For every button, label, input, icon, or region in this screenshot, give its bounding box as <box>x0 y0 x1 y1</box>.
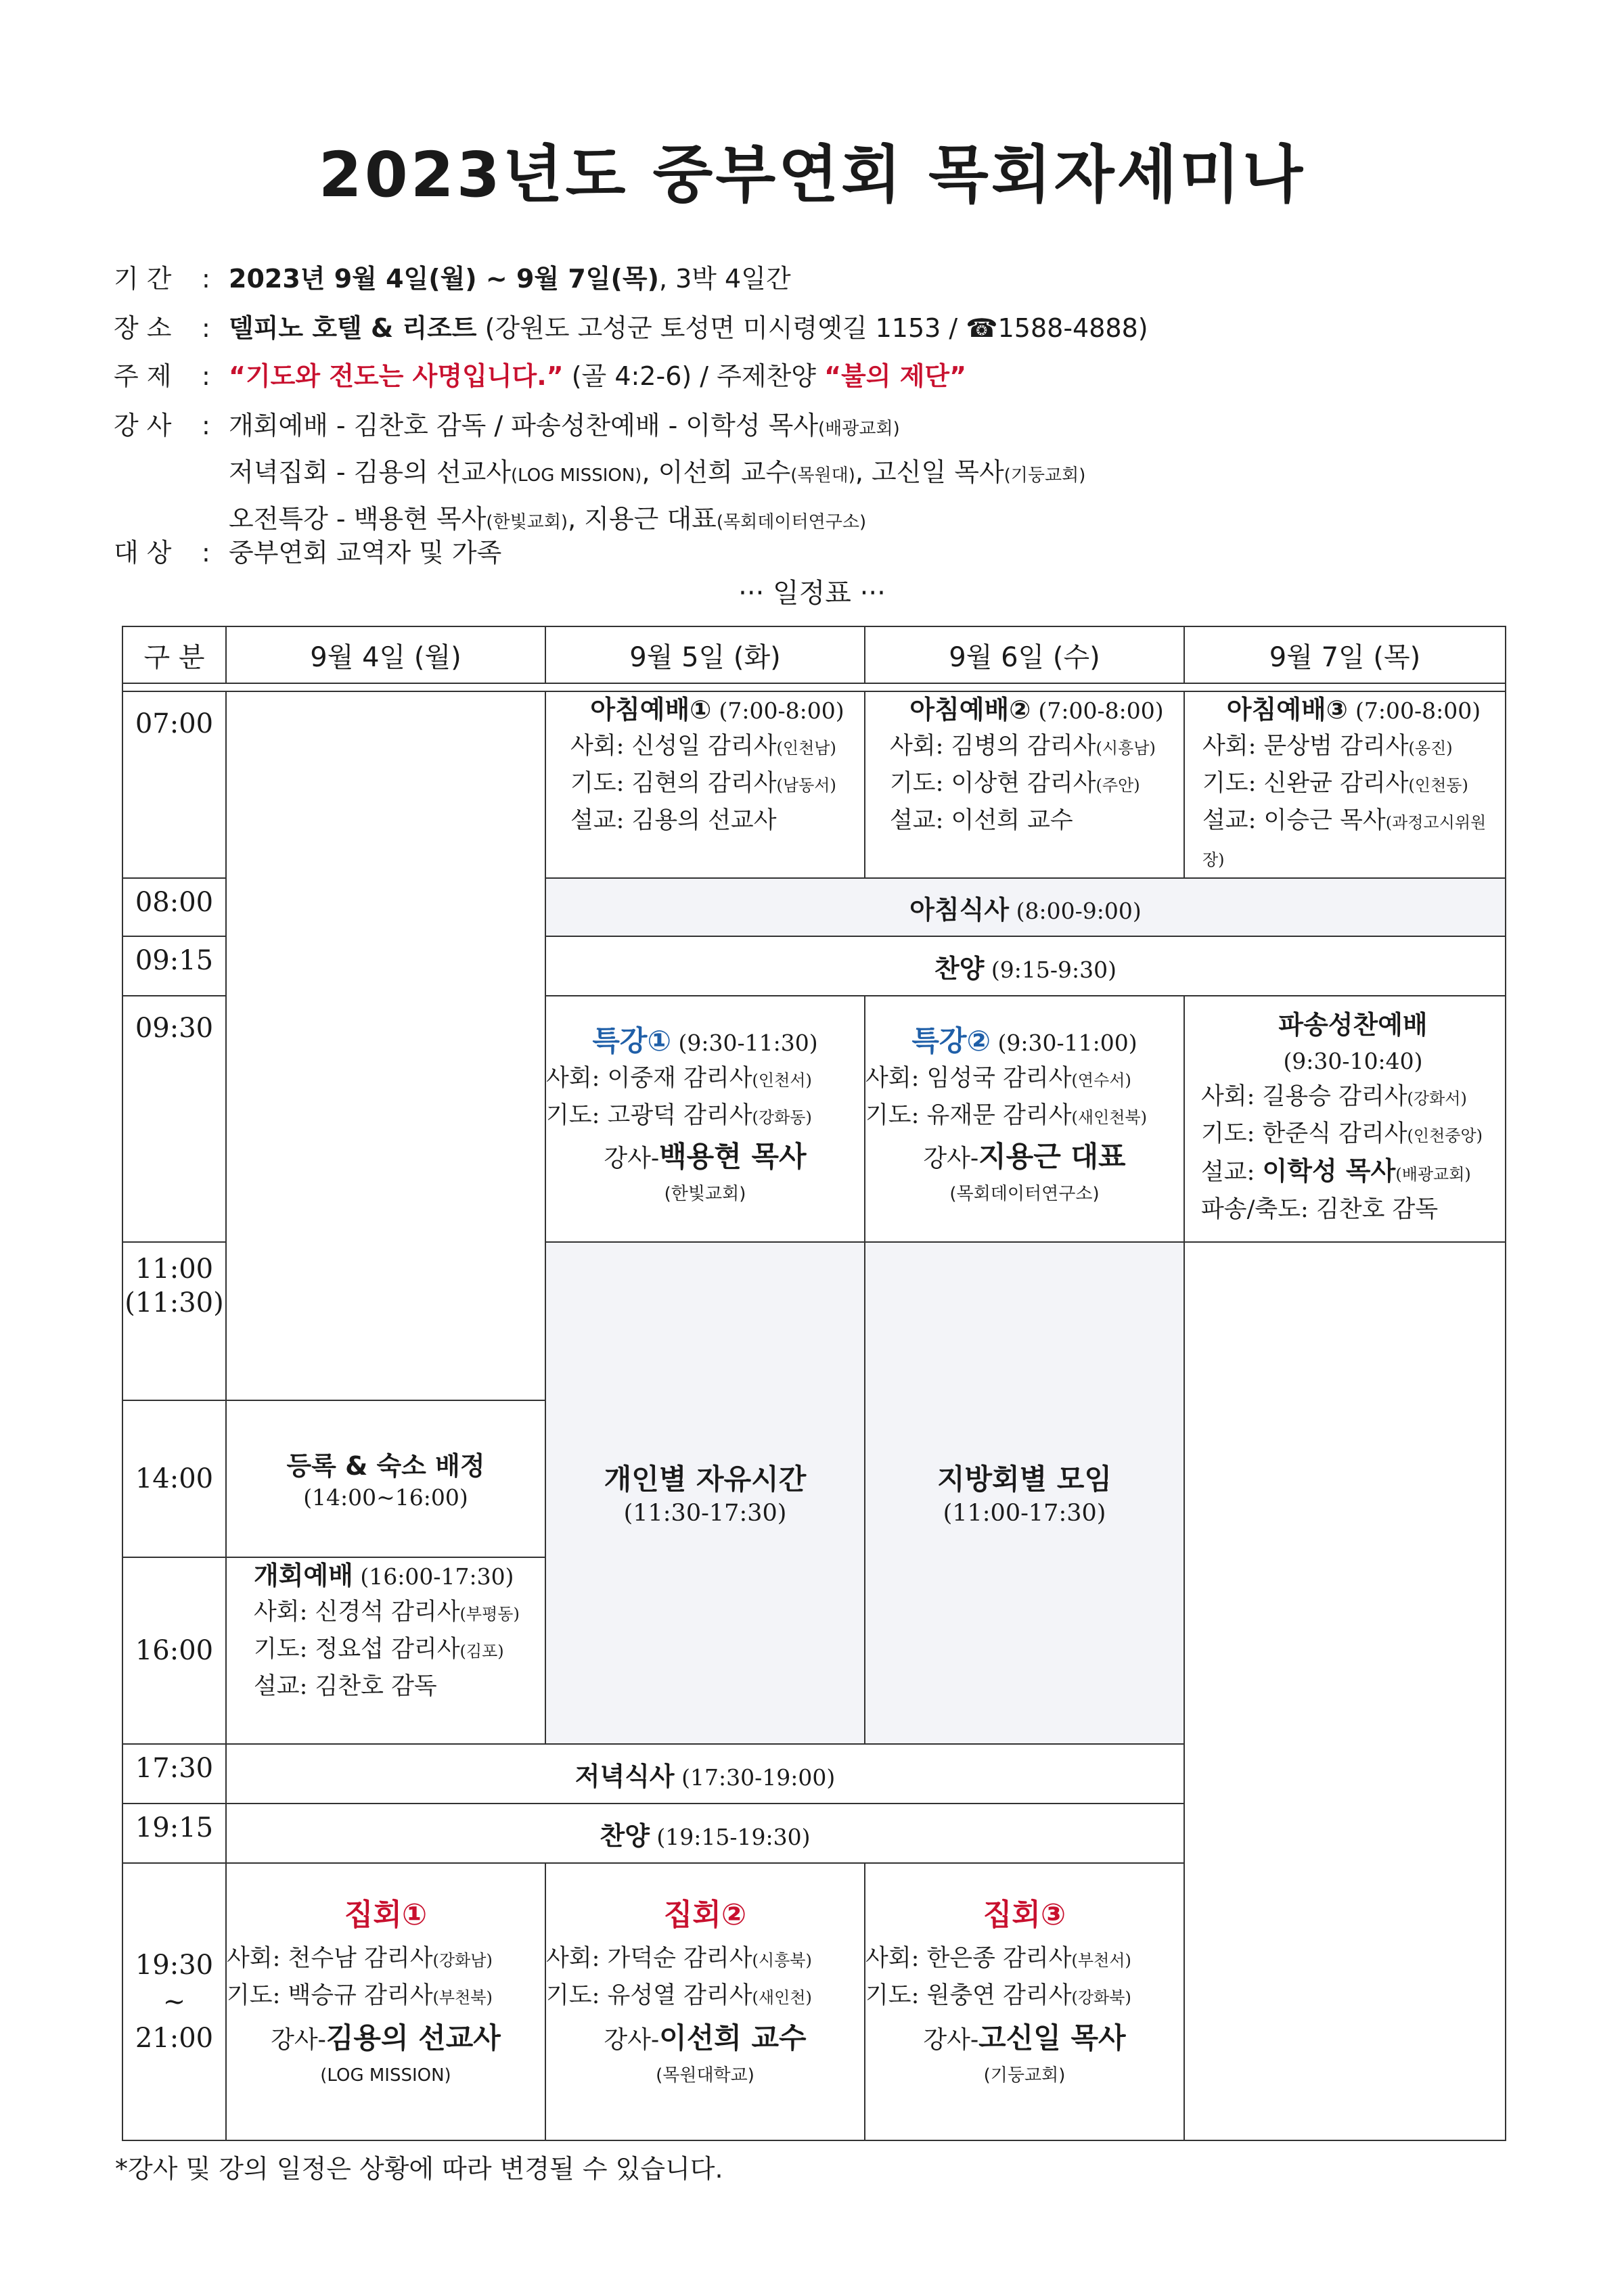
gap-cell <box>122 683 1506 691</box>
event-time: (8:00-9:00) <box>1009 897 1142 924</box>
host: 김병의 감리사 <box>951 733 1096 760</box>
host: 신경석 감리사 <box>315 1599 460 1626</box>
speakers-line1: 개회예배 - 김찬호 감독 / 파송성찬예배 - 이학성 목사 <box>229 411 819 440</box>
prayer-district: (새인천) <box>752 1988 812 2007</box>
morning-service-3 <box>1184 691 1506 878</box>
host-district: (시흥북) <box>752 1951 812 1970</box>
time-cell <box>122 1863 226 2140</box>
sermon: 이승근 목사 <box>1263 807 1386 834</box>
header-day1: 9월 4일 (월) <box>226 626 545 683</box>
time-text: 19:30 <box>135 1950 214 1981</box>
event-title: 아침식사 <box>909 894 1010 925</box>
host-district: (시흥남) <box>1096 739 1156 758</box>
speaker-name: 지용근 대표 <box>978 1140 1126 1173</box>
info-place <box>114 306 1148 350</box>
host-label: 사회: <box>227 1945 288 1972</box>
host-label: 사회: <box>865 1065 927 1092</box>
host-label: 사회: <box>865 1945 927 1972</box>
event-time: (9:15-9:30) <box>984 956 1117 983</box>
prayer-label: 기도: <box>570 770 632 797</box>
host: 문상범 감리사 <box>1263 733 1409 760</box>
prayer: 유성열 감리사 <box>607 1982 752 2009</box>
event-title: 찬양 <box>600 1820 650 1851</box>
header-day3: 9월 6일 (수) <box>865 626 1184 683</box>
speakers-line2c-org: (기둥교회) <box>1003 465 1086 486</box>
sermon: 김찬호 감독 <box>315 1673 437 1700</box>
speaker-label: 강사- <box>923 1145 979 1172</box>
time-text: 21:00 <box>135 2023 214 2054</box>
header-category: 구 분 <box>122 626 226 683</box>
prayer-label: 기도: <box>890 770 951 797</box>
speaker-org: (기둥교회) <box>983 2065 1066 2086</box>
breakfast-cell <box>545 878 1506 936</box>
colon: : <box>202 361 210 391</box>
place-value: 델피노 호텔 & 리조트 <box>229 313 477 343</box>
event-title: 집회① <box>344 1898 428 1932</box>
event-title: 아침예배③ <box>1226 695 1348 725</box>
event-title: 집회③ <box>983 1898 1066 1932</box>
host-district: (강화남) <box>432 1951 493 1970</box>
prayer-district: (강화북) <box>1071 1988 1131 2007</box>
sermon-org: (과정고시위원장) <box>1202 813 1487 869</box>
sermon: 이학성 목사 <box>1262 1155 1396 1186</box>
time-cell: 07:00 <box>122 691 226 878</box>
header-day2: 9월 5일 (화) <box>545 626 865 683</box>
colon: : <box>202 411 210 440</box>
time-text: ~ <box>162 1986 186 2017</box>
prayer-label: 기도: <box>865 1982 927 2009</box>
prayer-district: (새인천북) <box>1071 1108 1148 1127</box>
colon: : <box>202 538 210 568</box>
schedule-label: ··· 일정표 ··· <box>738 578 886 609</box>
prayer: 한준식 감리사 <box>1262 1120 1407 1147</box>
speakers-line2b: , 이선희 교수 <box>641 457 791 487</box>
prayer: 백승규 감리사 <box>288 1982 433 2009</box>
prayer: 이상현 감리사 <box>951 770 1096 797</box>
speaker-name: 김용의 선교사 <box>325 2021 501 2054</box>
prayer: 고광덕 감리사 <box>607 1102 752 1129</box>
prayer: 유재문 감리사 <box>926 1102 1072 1129</box>
speaker-org: (한빛교회) <box>664 1184 746 1204</box>
registration-cell <box>226 1400 545 1557</box>
host-district: (인천남) <box>776 739 836 758</box>
event-time: (9:30-11:00) <box>991 1030 1137 1056</box>
period-value: 2023년 9월 4일(월) ~ 9월 7일(목) <box>229 264 659 294</box>
speakers-line3b: , 지용근 대표 <box>568 504 717 534</box>
speaker-label: 강사- <box>923 2026 979 2054</box>
dinner-cell <box>226 1744 1184 1804</box>
info-target <box>114 531 501 574</box>
sermon-label: 설교: <box>890 807 951 834</box>
host-district: (부천서) <box>1071 1951 1131 1970</box>
time-cell: 09:30 <box>122 996 226 1242</box>
host-label: 사회: <box>546 1065 608 1092</box>
evening-meeting-3 <box>865 1863 1184 2140</box>
time-cell: 19:15 <box>122 1804 226 1863</box>
period-rest: , 3박 4일간 <box>658 264 791 294</box>
prayer-label: 기도: <box>254 1636 315 1663</box>
time-cell: 14:00 <box>122 1400 226 1557</box>
time-cell: 08:00 <box>122 878 226 936</box>
event-title: 지방회별 모임 <box>937 1463 1112 1496</box>
event-time: (7:00-8:00) <box>719 697 844 724</box>
table-gap <box>122 683 1506 691</box>
speaker-org: (LOG MISSION) <box>320 2065 451 2086</box>
prayer-district: (부천북) <box>432 1988 493 2007</box>
time-text: (11:30) <box>125 1287 224 1318</box>
sermon-label: 설교: <box>1202 807 1264 834</box>
event-time: (9:30-11:30) <box>671 1030 818 1056</box>
time-cell: 09:15 <box>122 936 226 996</box>
info-speakers <box>114 404 1085 544</box>
time-cell: 17:30 <box>122 1744 226 1804</box>
sermon: 이선희 교수 <box>951 807 1073 834</box>
speakers-line3b-org: (목회데이터연구소) <box>716 512 867 532</box>
theme-verse: (골 4:2-6) / 주제찬양 <box>563 361 825 391</box>
event-time: (14:00~16:00) <box>303 1484 468 1511</box>
colon: : <box>202 264 210 294</box>
time-cell: 16:00 <box>122 1557 226 1744</box>
speaker-label: 강사- <box>604 2026 660 2054</box>
host-label: 사회: <box>1202 733 1264 760</box>
speaker-name: 백용현 목사 <box>659 1140 807 1173</box>
prayer: 김현의 감리사 <box>631 770 777 797</box>
event-title: 특강② <box>911 1024 991 1057</box>
time-text: 11:00 <box>135 1254 214 1285</box>
table-header-row <box>122 626 1506 683</box>
target-value: 중부연회 교역자 및 가족 <box>229 538 502 568</box>
event-time: (11:30-17:30) <box>623 1500 787 1527</box>
event-title: 등록 & 숙소 배정 <box>286 1450 485 1481</box>
target-key: 대 상 <box>114 538 172 568</box>
table-row <box>122 691 1506 878</box>
prayer-label: 기도: <box>1201 1120 1263 1147</box>
speakers-line2a-org: (LOG MISSION) <box>511 465 642 486</box>
event-title: 파송성찬예배 <box>1278 1010 1428 1040</box>
prayer: 신완균 감리사 <box>1263 770 1409 797</box>
header-day4: 9월 7일 (목) <box>1184 626 1506 683</box>
speakers-line2c: , 고신일 목사 <box>855 457 1004 487</box>
event-time: (7:00-8:00) <box>1355 697 1481 724</box>
morning-service-2 <box>865 691 1184 878</box>
footnote: *강사 및 강의 일정은 상황에 따라 변경될 수 있습니다. <box>115 2154 723 2184</box>
host: 임성국 감리사 <box>926 1065 1072 1092</box>
sermon-label: 설교: <box>570 807 632 834</box>
prayer: 정요섭 감리사 <box>315 1636 460 1663</box>
host: 이중재 감리사 <box>607 1065 752 1092</box>
sermon-label: 설교: <box>254 1673 315 1700</box>
speaker-org: (목원대학교) <box>656 2065 754 2086</box>
prayer: 원충연 감리사 <box>926 1982 1072 2009</box>
host: 길용승 감리사 <box>1262 1083 1407 1110</box>
event-time: (9:30-10:40) <box>1283 1048 1423 1074</box>
event-title: 찬양 <box>934 953 985 984</box>
host: 천수남 감리사 <box>288 1945 433 1972</box>
theme-key: 주 제 <box>114 361 172 391</box>
prayer-district: (강화동) <box>752 1108 812 1127</box>
host-label: 사회: <box>254 1599 315 1626</box>
theme-value: “기도와 전도는 사명입니다.” <box>229 361 564 391</box>
speakers-key: 강 사 <box>114 411 172 440</box>
place-address: (강원도 고성군 토성면 미시령옛길 1153 / ☎1588-4888) <box>476 313 1148 343</box>
event-title: 집회② <box>663 1898 747 1932</box>
event-time: (16:00-17:30) <box>353 1563 514 1590</box>
day4-empty-cell <box>1184 1242 1506 2140</box>
send-label: 파송/축도: <box>1201 1196 1316 1223</box>
theme-song: “불의 제단” <box>824 361 967 391</box>
sermon-org: (배광교회) <box>1395 1165 1471 1184</box>
host-district: (연수서) <box>1071 1071 1131 1090</box>
sermon: 김용의 선교사 <box>631 807 777 834</box>
prayer-label: 기도: <box>546 1982 608 2009</box>
event-time: (7:00-8:00) <box>1038 697 1164 724</box>
host-label: 사회: <box>890 733 951 760</box>
host: 가덕순 감리사 <box>607 1945 752 1972</box>
event-time: (11:00-17:30) <box>943 1500 1106 1527</box>
prayer-district: (인천동) <box>1408 776 1468 795</box>
praise-pm-cell <box>226 1804 1184 1863</box>
speaker-label: 강사- <box>604 1145 660 1172</box>
day1-empty-cell <box>226 691 545 1400</box>
colon: : <box>202 313 210 343</box>
period-key: 기 간 <box>114 264 172 294</box>
host-district: (부평동) <box>459 1605 520 1624</box>
info-period <box>114 257 791 300</box>
schedule-table <box>122 626 1506 2141</box>
speakers-line3a-org: (한빛교회) <box>486 512 568 532</box>
host-label: 사회: <box>1201 1083 1263 1110</box>
free-time-cell <box>545 1242 865 1744</box>
speakers-line3a: 오전특강 - 백용현 목사 <box>229 504 487 534</box>
praise-am-cell <box>545 936 1506 996</box>
prayer-district: (주안) <box>1096 776 1140 795</box>
speaker-name: 고신일 목사 <box>978 2021 1126 2054</box>
lecture-2 <box>865 996 1184 1242</box>
info-theme <box>114 354 966 398</box>
speakers-line2b-org: (목원대) <box>790 465 855 486</box>
place-key: 장 소 <box>114 313 172 343</box>
event-title: 특강① <box>592 1024 672 1057</box>
event-time: (19:15-19:30) <box>649 1823 811 1850</box>
prayer-district: (남동서) <box>776 776 836 795</box>
prayer-label: 기도: <box>1202 770 1264 797</box>
speaker-label: 강사- <box>271 2026 326 2054</box>
prayer-district: (인천중앙) <box>1407 1126 1483 1145</box>
prayer-district: (김포) <box>459 1642 504 1661</box>
event-title: 아침예배① <box>590 695 712 725</box>
event-title: 개인별 자유시간 <box>604 1463 807 1496</box>
host-district: (인천서) <box>752 1071 812 1090</box>
morning-service-1 <box>545 691 865 878</box>
host-label: 사회: <box>546 1945 608 1972</box>
host: 신성일 감리사 <box>631 733 777 760</box>
page-title: 2023년도 중부연회 목회자세미나 <box>318 139 1306 211</box>
event-title: 저녁식사 <box>574 1761 675 1791</box>
speaker-org: (목회데이터연구소) <box>949 1184 1100 1204</box>
sermon-label: 설교: <box>1201 1159 1263 1186</box>
host-district: (옹진) <box>1408 739 1453 758</box>
speakers-line1-church: (배광교회) <box>818 419 900 439</box>
lecture-1 <box>545 996 865 1242</box>
speaker-name: 이선희 교수 <box>659 2021 807 2054</box>
prayer-label: 기도: <box>546 1102 608 1129</box>
event-title: 개회예배 <box>254 1561 353 1590</box>
send: 김찬호 감독 <box>1315 1196 1439 1223</box>
prayer-label: 기도: <box>227 1982 288 2009</box>
sending-service <box>1184 996 1506 1242</box>
speakers-line2a: 저녁집회 - 김용의 선교사 <box>229 457 512 487</box>
evening-meeting-2 <box>545 1863 865 2140</box>
host-district: (강화서) <box>1407 1089 1467 1108</box>
evening-meeting-1 <box>226 1863 545 2140</box>
event-time: (17:30-19:00) <box>674 1764 836 1791</box>
event-title: 아침예배② <box>909 695 1031 725</box>
host-label: 사회: <box>570 733 632 760</box>
time-cell <box>122 1242 226 1400</box>
host: 한은종 감리사 <box>926 1945 1072 1972</box>
district-meeting-cell <box>865 1242 1184 1744</box>
opening-service <box>226 1557 545 1744</box>
prayer-label: 기도: <box>865 1102 927 1129</box>
